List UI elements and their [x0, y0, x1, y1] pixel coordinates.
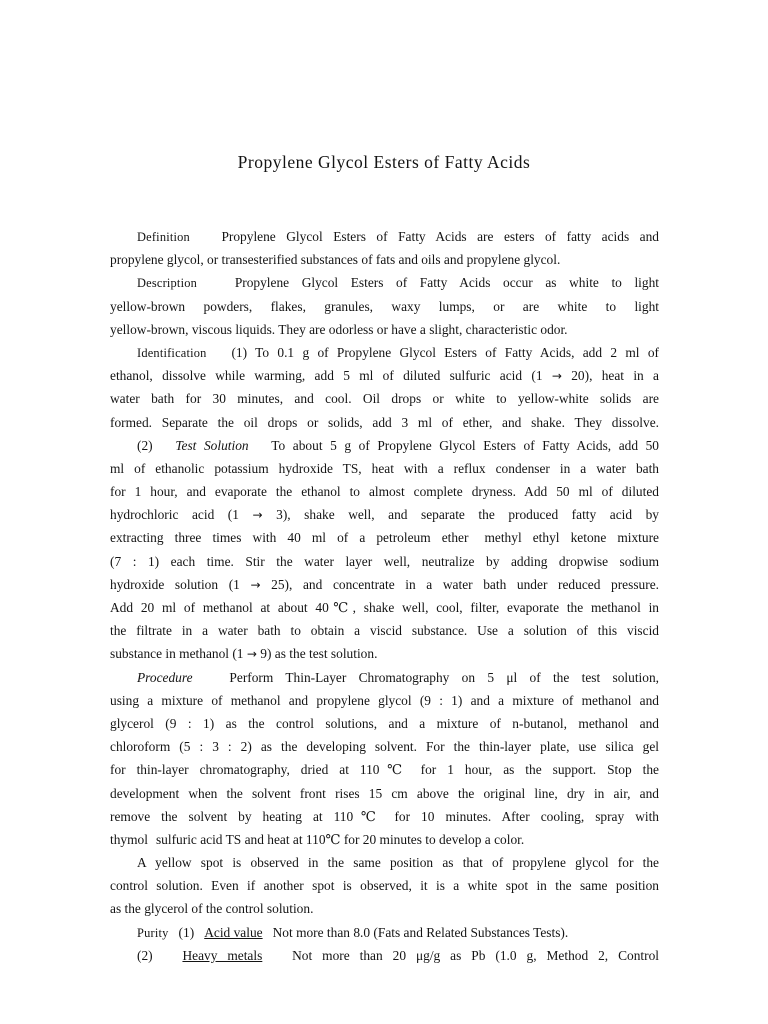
arrow-icon: →	[246, 647, 257, 662]
purity-line-2: (2) Heavy metals Not more than 20 μg/g as Pb (1.0 g, Method 2, Control	[137, 947, 659, 963]
identification-line-1: Identification (1) To 0.1 g of Propylene Glycol Esters of Fatty Acids, add 2 ml of	[137, 344, 659, 360]
procedure-line-6: development when the solvent front rises 15 cm above the original line, dry in air, and	[110, 785, 659, 801]
procedure-line-4: chloroform (5 : 3 : 2) as the developing solvent. For the thin-layer plate, use silica gel	[110, 739, 659, 755]
description-heading: Description	[137, 276, 198, 291]
test-solution-line-10: substance in methanol (1 → 9) as the test solution.	[110, 646, 378, 662]
procedure-line-7: remove the solvent by heating at 110℃ for 10 minutes. After cooling, spray with	[110, 808, 659, 824]
result-line-1: A yellow spot is observed in the same position as that of propylene glycol for the	[137, 855, 659, 871]
test-solution-line-2: ml of ethanolic potassium hydroxide TS, heat with a reflux condenser in a water bath	[110, 460, 659, 476]
identification-heading: Identification	[137, 345, 207, 360]
procedure-line-2: using a mixture of methanol and propylene glycol (9 : 1) and a mixture of methanol and	[110, 692, 659, 708]
procedure-line-1: Procedure Perform Thin-Layer Chromatography on 5 μl of the test solution,	[137, 669, 660, 685]
test-solution-label: Test Solution	[175, 437, 249, 453]
definition-heading: Definition	[137, 230, 190, 244]
test-solution-line-9: the filtrate in a water bath to obtain a viscid substance. Use a solution of this viscid	[110, 623, 659, 639]
identification-line-2: ethanol, dissolve while warming, add 5 ml of diluted sulfuric acid (1 → 20), heat in a	[110, 368, 659, 384]
heavy-metals-label: Heavy metals	[182, 947, 263, 963]
identification-line-4: formed. Separate the oil drops or solids, add 3 ml of ether, and shake. They dissolve.	[110, 414, 659, 430]
definition-line-1: Definition Propylene Glycol Esters of Fatty Acids are esters of fatty acids and	[137, 229, 659, 244]
procedure-line-8: thymol sulfuric acid TS and heat at 110℃ for 20 minutes to develop a color.	[110, 831, 525, 847]
procedure-label: Procedure	[137, 669, 193, 685]
result-line-2: control solution. Even if another spot is observed, it is a white spot in the same position	[110, 878, 659, 894]
description-line-1: Description Propylene Glycol Esters of Fatty Acids occur as white to light	[137, 275, 660, 291]
test-solution-line-7: hydroxide solution (1 → 25), and concentrate in a water bath under reduced pressure.	[110, 576, 659, 592]
test-solution-line-3: for 1 hour, and evaporate the ethanol to almost complete dryness. Add 50 ml of diluted	[110, 484, 659, 500]
procedure-line-5: for thin-layer chromatography, dried at 110℃ for 1 hour, as the support. Stop the	[110, 762, 659, 778]
test-solution-line-1: (2) Test Solution To about 5 g of Propylene Glycol Esters of Fatty Acids, add 50	[137, 437, 659, 453]
page-title: Propylene Glycol Esters of Fatty Acids	[237, 152, 531, 172]
test-solution-line-4: hydrochloric acid (1 → 3), shake well, and separate the produced fatty acid by	[110, 507, 660, 523]
identification-line-3: water bath for 30 minutes, and cool. Oil drops or white to yellow-white solids are	[110, 391, 659, 407]
test-solution-line-5: extracting three times with 40 ml of a petroleum ether methyl ethyl ketone mixture	[110, 530, 659, 546]
purity-line-1: Purity (1) Acid value Not more than 8.0 (Fats and Related Substances Tests).	[137, 924, 569, 940]
test-solution-line-6: (7 : 1) each time. Stir the water layer well, neutralize by adding dropwise sodium	[110, 553, 659, 569]
definition-line-2: propylene glycol, or transesterified substances of fats and oils and propylene glycol.	[110, 252, 561, 268]
procedure-line-3: glycerol (9 : 1) as the control solutions, and a mixture of n-butanol, methanol and	[110, 715, 659, 731]
test-solution-line-8: Add 20 ml of methanol at about 40℃, shake well, cool, filter, evaporate the methanol in	[110, 600, 659, 615]
acid-value-label: Acid value	[204, 924, 263, 940]
result-line-3: as the glycerol of the control solution.	[110, 901, 314, 917]
document-body	[110, 225, 659, 967]
arrow-icon: →	[250, 577, 261, 592]
description-line-3: yellow-brown, viscous liquids. They are odorless or have a slight, characteristic odor.	[110, 321, 568, 337]
arrow-icon: →	[252, 508, 263, 523]
arrow-icon: →	[551, 369, 562, 384]
purity-heading: Purity	[137, 925, 169, 940]
description-line-2: yellow-brown powders, flakes, granules, waxy lumps, or are white to light	[110, 298, 659, 314]
